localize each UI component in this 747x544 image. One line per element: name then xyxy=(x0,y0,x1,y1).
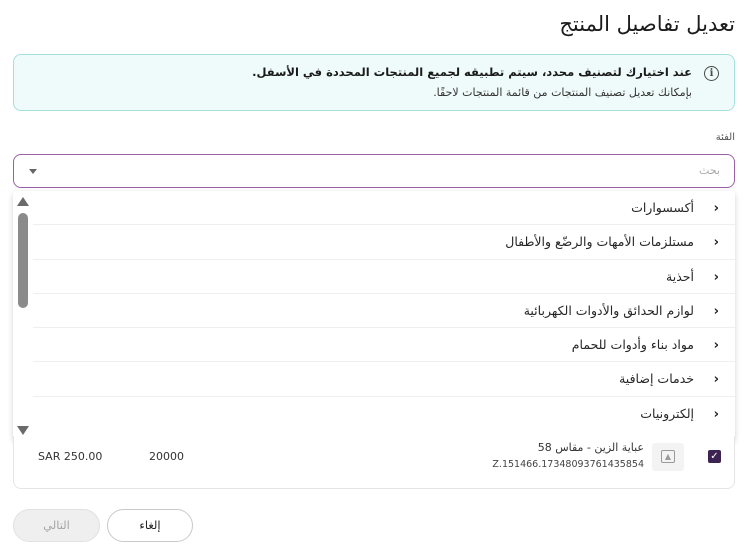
category-option-label: إلكترونيات xyxy=(640,405,694,421)
info-icon: i xyxy=(704,66,719,81)
category-option[interactable] xyxy=(33,191,735,225)
info-message-secondary: بإمكانك تعديل تصنيف المنتجات من قائمة المنتجات لاحقًا. xyxy=(433,86,692,99)
category-option-label: مواد بناء وأدوات للحمام xyxy=(571,337,694,353)
product-thumbnail xyxy=(652,443,684,471)
scroll-up-arrow-icon[interactable] xyxy=(17,197,29,206)
chevron-left-icon: ‹ xyxy=(713,406,719,422)
category-options-list xyxy=(33,191,735,431)
chevron-down-icon[interactable] xyxy=(29,169,37,174)
cancel-button[interactable]: إلغاء xyxy=(107,509,193,542)
category-option-label: لوازم الحدائق والأدوات الكهربائية xyxy=(523,302,694,318)
product-price: SAR 250.00 xyxy=(38,450,103,463)
category-option-label: أكسسوارات xyxy=(631,200,694,215)
category-search-placeholder[interactable]: بحث xyxy=(699,164,720,177)
dropdown-scrollbar[interactable] xyxy=(13,191,33,441)
product-sku: Z.151466.17348093761435854 xyxy=(492,459,644,470)
category-option[interactable] xyxy=(33,397,735,431)
category-option[interactable] xyxy=(33,225,735,259)
chevron-left-icon: ‹ xyxy=(713,303,719,319)
chevron-left-icon: ‹ xyxy=(713,269,719,285)
category-label: الفئة xyxy=(715,132,735,143)
scroll-thumb[interactable] xyxy=(18,213,28,308)
chevron-left-icon: ‹ xyxy=(713,372,719,388)
category-option[interactable] xyxy=(33,260,735,294)
chevron-left-icon: ‹ xyxy=(713,338,719,354)
category-option[interactable] xyxy=(33,328,735,362)
info-message-primary: عند اختيارك لتصنيف محدد، سيتم تطبيقه لجميع المنتجات المحددة في الأسفل. xyxy=(252,65,692,79)
category-select[interactable] xyxy=(13,154,735,188)
page-title: تعديل تفاصيل المنتج xyxy=(559,12,735,36)
category-dropdown xyxy=(13,191,735,441)
image-placeholder-icon: ▲ xyxy=(661,450,675,463)
info-banner xyxy=(13,54,735,111)
product-quantity: 20000 xyxy=(149,450,184,463)
category-option-label: خدمات إضافية xyxy=(619,371,694,387)
chevron-left-icon: ‹ xyxy=(713,201,719,216)
scroll-down-arrow-icon[interactable] xyxy=(17,426,29,435)
category-option-label: مستلزمات الأمهات والرضّع والأطفال xyxy=(505,234,694,250)
category-option[interactable] xyxy=(33,362,735,396)
category-option[interactable] xyxy=(33,294,735,328)
category-option-label: أحذية xyxy=(666,268,694,284)
product-name: عباية الزين - مقاس 58 xyxy=(537,441,644,454)
chevron-left-icon: ‹ xyxy=(713,235,719,251)
product-checkbox[interactable]: ✓ xyxy=(708,450,721,463)
product-row xyxy=(13,436,735,489)
next-button[interactable]: التالي xyxy=(13,509,100,542)
